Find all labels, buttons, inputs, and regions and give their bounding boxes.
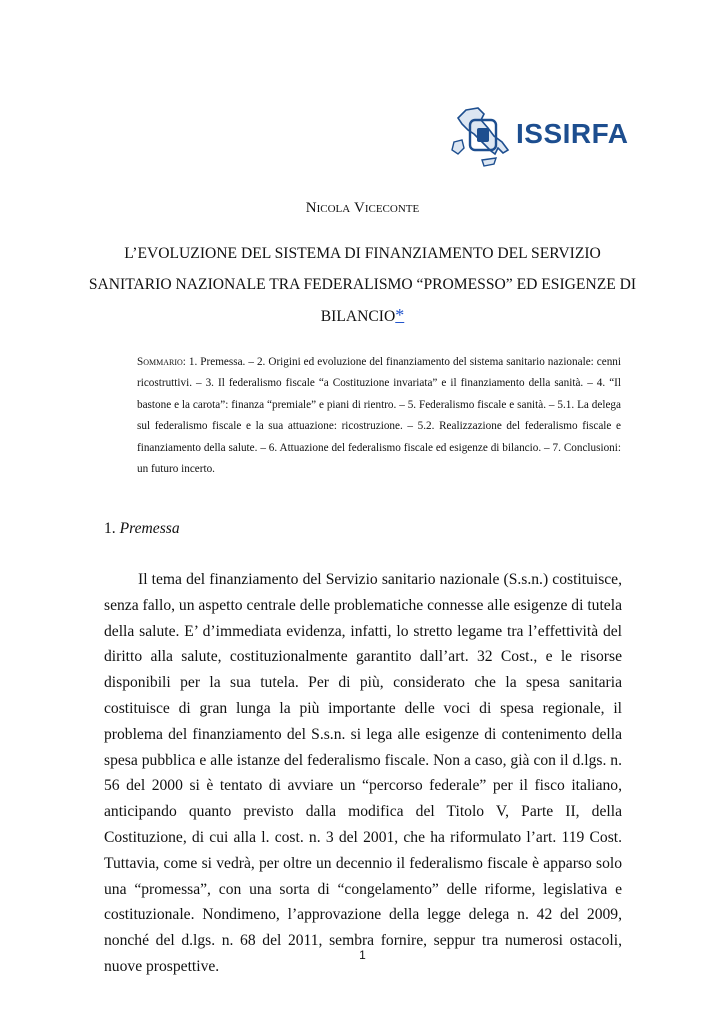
author-name xyxy=(0,200,725,217)
paper-title xyxy=(80,238,645,332)
section-heading xyxy=(104,520,180,538)
title-line-3: BILANCIO xyxy=(320,308,396,325)
title-line-1: L’EVOLUZIONE DEL SISTEMA DI FINANZIAMENTO DEL SERVIZIO xyxy=(124,245,601,262)
summary-text: : 1. Premessa. – 2. Origini ed evoluzione del finanziamento del sistema sanitario nazionale: cenni ricostruttivi. – 3. Il federalismo fiscale “a Costituzione invariata” e il finanziamento della sanità. – 4. “Il bastone e la carota”: finanza “premiale” e piani di rientro. – 5. Federalismo fiscale e sanità. – 5.1. La delega sul federalismo fiscale e la sua attuazione: ricostruzione. – 5.2. Realizzazione del federalismo fiscale e finanziamento della salute. – 6. Attuazione del federalismo fiscale ed esigenze di bilancio. – 7. Conclusioni: un futuro incerto. xyxy=(137,356,621,476)
section-number: 1. xyxy=(104,520,116,537)
body-paragraph: Il tema del finanziamento del Servizio sanitario nazionale (S.s.n.) costituisce, senza fallo, un aspetto centrale delle problematiche connesse alle esigenze di tutela della salute. E’ d’immediata evidenza, infatti, lo stretto legame tra l’effettività del diritto alla salute, costituzionalmente garantito dall’art. 32 Cost., e le risorse disponibili per la sua tutela. Per di più, considerato che la spesa sanitaria costituisce di gran lunga la più importante delle voci di spesa regionale, il problema del finanziamento del S.s.n. si lega alle esigenze di contenimento della spesa pubblica e alle istanze del federalismo fiscale. Non a caso, già con il d.lgs. n. 56 del 2000 si è tentato di avviare un “percorso federale” per il fisco italiano, anticipando quanto previsto dalla modifica del Titolo V, Parte II, della Costituzione, di cui alla l. cost. n. 3 del 2001, che ha riformulato l’art. 119 Cost. Tuttavia, come si vedrà, per oltre un decennio il federalismo fiscale è apparso solo una “promessa”, con una sorta di “congelamento” delle riforme, legislativa e costituzionale. Nondimeno, l’approvazione della legge delega n. 42 del 2009, nonché del d.lgs. n. 68 del 2011, sembra fornire, seppur tra numerosi ostacoli, nuove prospettive. xyxy=(104,571,622,975)
title-line-2: SANITARIO NAZIONALE TRA FEDERALISMO “PROMESSO” ED ESIGENZE DI xyxy=(88,276,637,293)
author-last-name: Viceconte xyxy=(353,200,420,216)
section-title: Premessa xyxy=(119,520,180,537)
summary-label: Sommario xyxy=(137,356,183,368)
italy-map-icon xyxy=(448,106,512,168)
logo-text: ISSIRFA xyxy=(516,118,629,149)
author-first-name: Nicola xyxy=(305,200,351,216)
issirfa-logo xyxy=(448,106,628,168)
page-number: 1 xyxy=(359,948,366,962)
title-footnote-link[interactable]: * xyxy=(395,305,405,325)
summary-block xyxy=(137,352,621,480)
